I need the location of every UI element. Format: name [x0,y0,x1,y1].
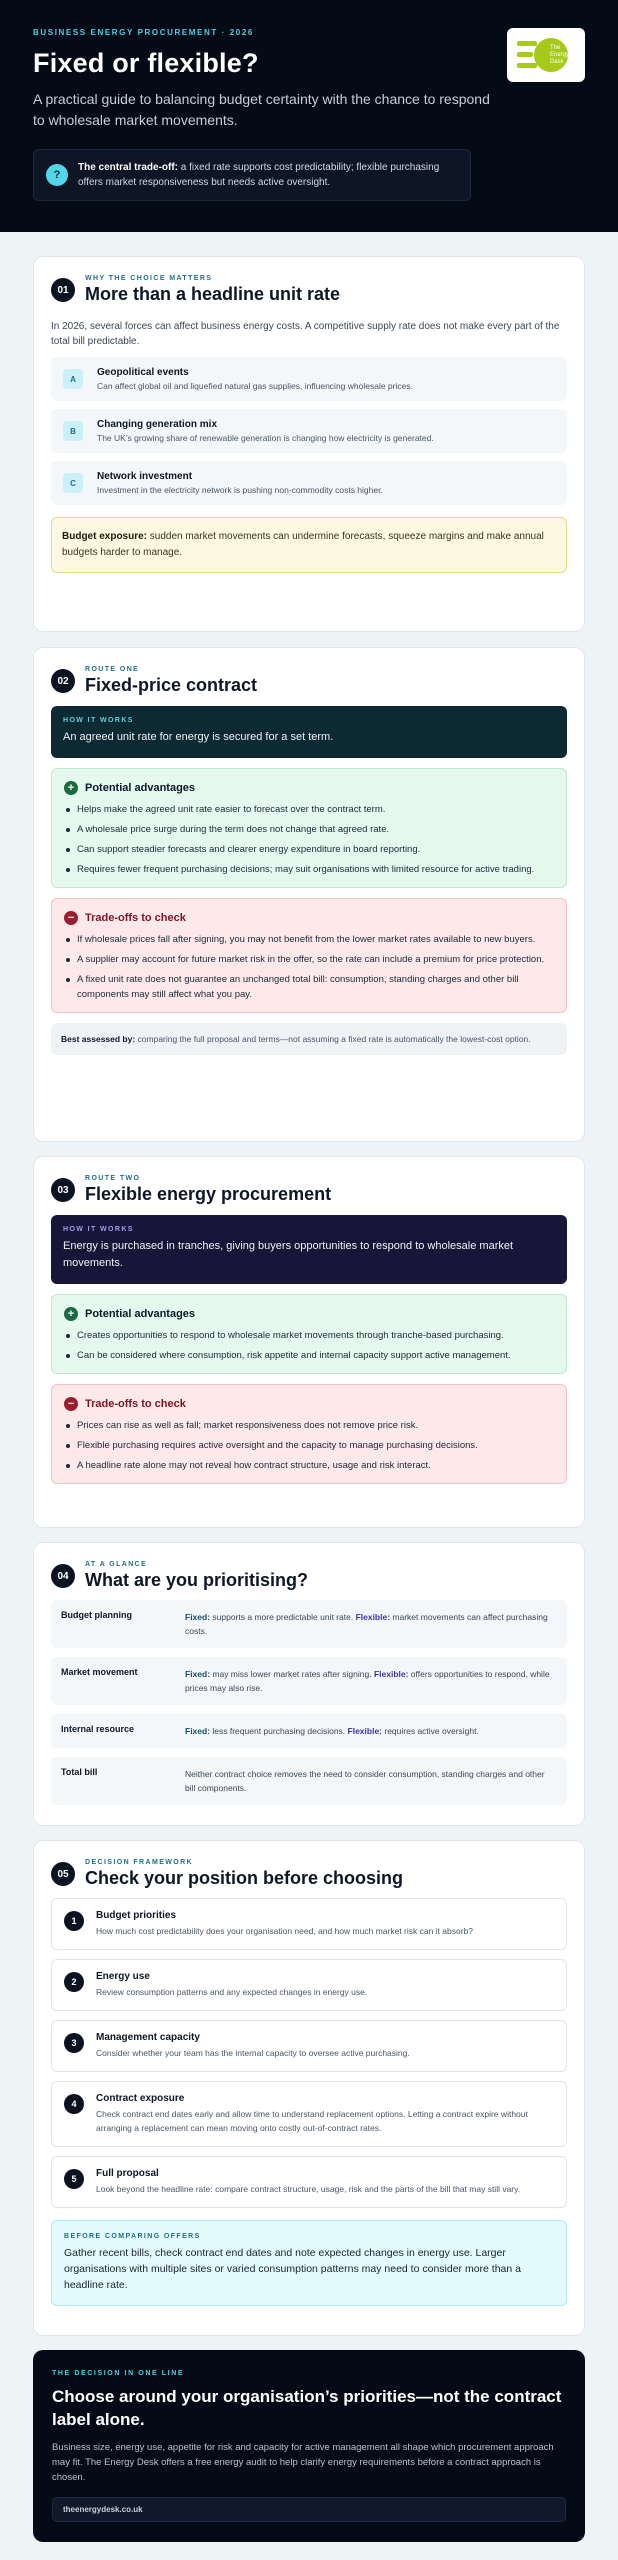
assessed-text: comparing the full proposal and terms—not assuming a fixed rate is automatically the lowest-cost option. [135,1034,531,1044]
flexible-text: offers opportunities to respond, while prices may also rise. [185,1669,550,1693]
plus-icon: + [64,1307,78,1321]
step-number: 4 [64,2094,84,2114]
section-kicker: DECISION FRAMEWORK [85,1859,194,1866]
section-kicker: ROUTE ONE [85,666,140,673]
how-it-works-box [51,706,567,758]
list-item: A wholesale price surge during the term does not change that agreed rate. [64,822,554,837]
decision-eyebrow: THE DECISION IN ONE LINE [52,2370,185,2377]
step-desc: How much cost predictability does your organisation need, and how much market risk can it absorb? [96,1926,474,1936]
trade-offs-list [64,1418,554,1473]
section-number: 01 [51,278,75,302]
section-header [51,666,567,696]
section-why-choice-matters [33,256,585,632]
advantages-title: Potential advantages [85,782,196,794]
section-decision-framework [33,1840,585,2336]
step-title: Budget priorities [96,1910,177,1921]
step-number: 5 [64,2169,84,2189]
best-assessed-note [51,1023,567,1055]
row-label: Budget planning [61,1610,132,1620]
step-desc: Look beyond the headline rate: compare contract structure, usage, risk and the parts of the bill that may still vary. [96,2184,521,2194]
question-icon: ? [46,164,68,186]
trade-offs-title: Trade-offs to check [85,912,186,924]
step-item [51,1959,567,2011]
energy-desk-logo-icon [513,33,579,77]
driver-desc: The UK’s growing share of renewable generation is changing how electricity is generated. [97,433,434,443]
hero-intro: A practical guide to balancing budget certainty with the chance to respond to wholesale market movements. [33,91,490,128]
decision-text: Business size, energy use, appetite for risk and capacity for active management all shape which procurement approach may fit. The Energy Desk offers a free energy audit to help clarify energy requirements before a contract approach is chosen. [52,2442,554,2483]
section-title: Fixed-price contract [85,675,258,695]
row-text: Neither contract choice removes the need to consider consumption, standing charges and other bill components. [185,1769,545,1793]
fixed-text: may miss lower market rates after signing. [210,1669,374,1679]
section-flexible-procurement [33,1156,585,1528]
hero-eyebrow: BUSINESS ENERGY PROCUREMENT · 2026 [33,28,254,37]
list-item: Creates opportunities to respond to wholesale market movements through tranche-based purchasing. [64,1328,554,1343]
fixed-tag: Fixed: [185,1612,211,1622]
how-it-works-text: Energy is purchased in tranches, giving buyers opportunities to respond to wholesale market movements. [63,1240,514,1269]
driver-item [51,357,567,401]
step-item [51,2081,567,2147]
list-item: Requires fewer frequent purchasing decisions; may suit organisations with limited resource for active trading. [64,862,554,877]
trade-offs-title: Trade-offs to check [85,1398,186,1410]
callout-body: a fixed rate supports cost predictability; flexible purchasing offers market responsiveness but needs active oversight. [78,162,440,188]
row-label: Market movement [61,1667,138,1677]
trade-offs-box [51,1384,567,1484]
before-comparing-callout [51,2220,567,2306]
comparison-row [51,1600,567,1648]
list-item: Can be considered where consumption, risk appetite and internal capacity support active management. [64,1348,554,1363]
steps-list [51,1898,567,2208]
section-lead: In 2026, several forces can affect business energy costs. A competitive supply rate does not make every part of the total bill predictable. [51,321,560,347]
driver-badge: A [63,369,83,389]
list-item: A supplier may account for future market risk in the offer, so the rate can include a premium for price protection. [64,952,554,967]
exposure-strong: Budget exposure: [62,531,148,542]
before-label: BEFORE COMPARING OFFERS [64,2233,201,2240]
driver-desc: Can affect global oil and liquefied natural gas supplies, influencing wholesale prices. [97,381,413,391]
logo-word-3: Desk [550,59,564,65]
list-item: Can support steadier forecasts and clearer energy expenditure in board reporting. [64,842,554,857]
driver-badge: C [63,473,83,493]
flexible-text: requires active oversight. [382,1726,479,1736]
row-label: Total bill [61,1767,98,1777]
page-title: Fixed or flexible? [33,48,259,78]
list-item: A headline rate alone may not reveal how contract structure, usage and risk interact. [64,1458,554,1473]
step-title: Management capacity [96,2032,200,2043]
website-link[interactable]: theenergydesk.co.uk [52,2497,566,2522]
section-header [51,1859,567,1889]
list-item: A fixed unit rate does not guarantee an unchanged total bill: consumption, standing charges and other bill components may still affect what you pay. [64,972,554,1002]
section-fixed-price [33,647,585,1142]
how-it-works-label: HOW IT WORKS [63,717,134,724]
flexible-tag: Flexible: [347,1726,383,1736]
fixed-text: less frequent purchasing decisions. [210,1726,348,1736]
exposure-text: sudden market movements can undermine forecasts, squeeze margins and make annual budgets harder to manage. [62,531,544,558]
section-number: 02 [51,669,75,693]
comparison-row [51,1657,567,1705]
driver-desc: Investment in the electricity network is pushing non-commodity costs higher. [97,485,383,495]
section-at-a-glance [33,1542,585,1826]
section-title: What are you prioritising? [85,1570,309,1590]
callout-text [78,160,456,190]
list-item: Flexible purchasing requires active oversight and the capacity to manage purchasing decisions. [64,1438,554,1453]
trade-offs-box [51,898,567,1013]
fixed-tag: Fixed: [185,1726,211,1736]
driver-item [51,409,567,453]
logo-word-2: Energy [550,52,570,58]
step-item [51,2156,567,2208]
section-kicker: AT A GLANCE [85,1561,148,1568]
section-title: Flexible energy procurement [85,1184,332,1204]
section-kicker: WHY THE CHOICE MATTERS [85,275,213,282]
how-it-works-box [51,1215,567,1284]
fixed-tag: Fixed: [185,1669,211,1679]
driver-title: Geopolitical events [97,367,189,378]
callout-strong: The central trade-off: [78,162,179,173]
section-title: More than a headline unit rate [85,284,341,304]
before-text: Gather recent bills, check contract end dates and note expected changes in energy use. Larger organisations with multiple sites or varied consumption patterns may need to consider more than a headline rate. [64,2247,521,2291]
row-text [185,1610,557,1638]
section-header [51,1561,567,1591]
decision-summary [33,2350,585,2542]
step-desc: Consider whether your team has the internal capacity to oversee active purchasing. [96,2048,410,2058]
step-title: Full proposal [96,2168,159,2179]
driver-item [51,461,567,505]
section-number: 05 [51,1862,75,1886]
flexible-text: market movements can affect purchasing costs. [185,1612,548,1636]
section-header [51,275,567,305]
assessed-strong: Best assessed by: [61,1034,136,1044]
how-it-works-label: HOW IT WORKS [63,1226,134,1233]
list-item: If wholesale prices fall after signing, you may not benefit from the lower market rates available to new buyers. [64,932,554,947]
trade-offs-list [64,932,554,1002]
budget-exposure-callout [51,517,567,573]
advantages-list [64,1328,554,1363]
flexible-tag: Flexible: [373,1669,409,1679]
plus-icon: + [64,781,78,795]
brand-logo[interactable] [507,28,585,82]
step-item [51,1898,567,1950]
step-number: 1 [64,1911,84,1931]
flexible-tag: Flexible: [355,1612,391,1622]
hero-banner [0,0,618,232]
main-content [0,232,618,2560]
section-kicker: ROUTE TWO [85,1175,141,1182]
advantages-box [51,1294,567,1374]
row-text [185,1667,557,1695]
driver-badge: B [63,421,83,441]
logo-word-1: The [550,45,561,51]
list-item: Helps make the agreed unit rate easier to forecast over the contract term. [64,802,554,817]
list-item: Prices can rise as well as fall; market responsiveness does not remove price risk. [64,1418,554,1433]
row-text [185,1724,479,1738]
advantages-box [51,768,567,888]
section-header [51,1175,567,1205]
minus-icon: − [64,1397,78,1411]
step-number: 2 [64,1972,84,1992]
advantages-title: Potential advantages [85,1308,196,1320]
how-it-works-text: An agreed unit rate for energy is secured for a set term. [63,731,334,743]
step-desc: Review consumption patterns and any expected changes in energy use. [96,1987,368,1997]
decision-title: Choose around your organisation’s priorities—not the contract label alone. [52,2387,562,2429]
section-title: Check your position before choosing [85,1868,404,1888]
trade-off-callout [33,149,471,201]
comparison-row [51,1714,567,1748]
section-number: 04 [51,1564,75,1588]
fixed-text: supports a more predictable unit rate. [210,1612,356,1622]
step-title: Energy use [96,1971,150,1982]
comparison-row [51,1757,567,1805]
advantages-list [64,802,554,877]
driver-title: Changing generation mix [97,419,218,430]
step-title: Contract exposure [96,2093,185,2104]
section-number: 03 [51,1178,75,1202]
minus-icon: − [64,911,78,925]
step-desc: Check contract end dates early and allow time to understand replacement options. Letting a contract expire without arranging a replacement can mean moving onto costly out-of-contract rates. [96,2109,528,2133]
comparison-table [51,1600,567,1805]
driver-title: Network investment [97,471,193,482]
step-number: 3 [64,2033,84,2053]
row-label: Internal resource [61,1724,135,1734]
step-item [51,2020,567,2072]
